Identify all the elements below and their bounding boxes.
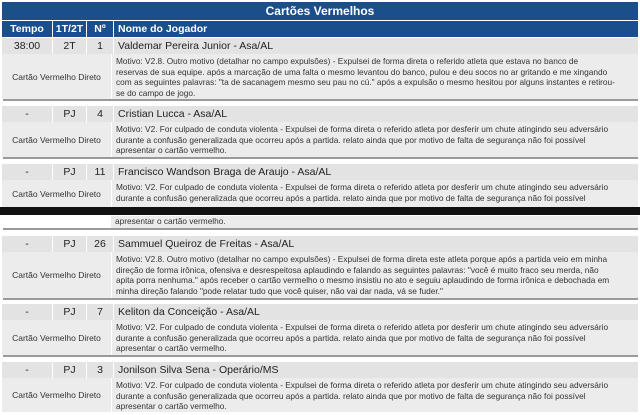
card-player: Keliton da Conceição - Asa/AL (118, 306, 260, 318)
card-half: PJ (53, 362, 87, 378)
card-type: Cartão Vermelho Direto (2, 252, 112, 298)
row-divider (3, 157, 638, 159)
table-header (2, 21, 638, 37)
row-divider (3, 228, 638, 230)
card-reason: Motivo: V2.8. Outro motivo (detalhar no campo expulsões) - Expulsei de forma direta o referido atleta que estava no banco de reservas de sua equipe. após a marcação de uma falta o mesmo levantou do banco, pulou e deu socos no ar gritando e me xingando com as seguintes palavras: "ta de sacanagem mesmo seu pau no cú." após a expulsão o mesmo hesitou por alguns instantes e retirou- se do campo de jogo. (112, 54, 638, 99)
card-player: Valdemar Pereira Junior - Asa/AL (118, 40, 274, 52)
card-reason: Motivo: V2.8. Outro motivo (detalhar no campo expulsões) - Expulsei de forma direta este atleta porque após a partida veio em minha direção de forma irônica, ofensiva e desrespeitosa aplaudindo e falando as seguintes palavras: "você é muito fraco seu merda, não apita porra nenhuma." após receber o cartão vermelho o mesmo insistiu no ato e seguiu aplaudindo de forma irônica e debochada em minha direção falando "pode relatar tudo que você quiser, não vai dar nada, vá se fuder." (112, 252, 638, 298)
red-card-entry (2, 164, 638, 207)
card-half: PJ (53, 164, 87, 180)
header-player: Nome do Jogador (118, 23, 208, 35)
card-player: Sammuel Queiroz de Freitas - Asa/AL (118, 238, 295, 250)
card-tempo: - (2, 236, 53, 252)
card-number: 11 (87, 164, 114, 180)
card-detail-row (2, 378, 638, 412)
card-number: 7 (87, 304, 114, 320)
card-half: PJ (53, 236, 87, 252)
card-reason: Motivo: V2. For culpado de conduta violenta - Expulsei de forma direta o referido atleta por desferir um chute atingindo seu adversário durante a confusão generalizada que ocorreu após a partida. relato ainda que por motivo de falta de segurança não foi possível (112, 180, 638, 207)
row-divider (3, 298, 638, 300)
card-number: 1 (87, 38, 114, 54)
card-type: Cartão Vermelho Direto (2, 54, 112, 99)
header-number: Nº (87, 21, 114, 37)
card-summary-row (2, 38, 638, 54)
card-tempo: - (2, 164, 53, 180)
card-tempo: - (2, 106, 53, 122)
card-number: 3 (87, 362, 114, 378)
card-number: 4 (87, 106, 114, 122)
card-summary-row (2, 304, 638, 320)
card-player: Cristian Lucca - Asa/AL (118, 108, 228, 120)
card-tempo: 38:00 (2, 38, 53, 54)
card-type: Cartão Vermelho Direto (2, 122, 112, 157)
card-tempo: - (2, 362, 53, 378)
red-card-entry (2, 236, 638, 300)
card-half: PJ (53, 304, 87, 320)
card-summary-row (2, 236, 638, 252)
card-half: 2T (53, 38, 87, 54)
card-reason-continuation: apresentar o cartão vermelho. (111, 216, 638, 228)
card-detail-row (2, 180, 638, 207)
card-summary-row (2, 164, 638, 180)
card-type: Cartão Vermelho Direto (2, 320, 112, 355)
header-tempo: Tempo (2, 21, 53, 37)
card-half: PJ (53, 106, 87, 122)
card-detail-row (2, 252, 638, 298)
card-type: Cartão Vermelho Direto (2, 378, 112, 412)
card-player: Jonilson Silva Sena - Operário/MS (118, 364, 279, 376)
row-divider (3, 99, 638, 101)
red-card-entry (2, 38, 638, 101)
card-detail-row (2, 54, 638, 99)
card-reason: Motivo: V2. For culpado de conduta violenta - Expulsei de forma direta o referido atleta por desferir um chute atingindo seu adversário durante a confusão generalizada que ocorreu após a partida. relato ainda que por motivo de falta de segurança não foi possível apresentar o cartão vermelho. (112, 320, 638, 355)
card-summary-row (2, 362, 638, 378)
card-reason: Motivo: V2. For culpado de conduta violenta - Expulsei de forma direta o referido atleta por desferir um chute atingindo seu adversário durante a confusão generalizada que ocorreu após a partida. relato ainda que por motivo de falta de segurança não foi possível apresentar o cartão vermelho. (112, 122, 638, 157)
card-summary-row (2, 106, 638, 122)
card-tempo: - (2, 304, 53, 320)
card-detail-row (2, 122, 638, 157)
row-divider (3, 355, 638, 357)
red-card-entry (2, 106, 638, 159)
red-card-entry (2, 304, 638, 357)
page-break-bar (0, 207, 640, 215)
red-card-entry (2, 362, 638, 412)
card-type: Cartão Vermelho Direto (2, 180, 112, 207)
card-reason: Motivo: V2. For culpado de conduta violenta - Expulsei de forma direta o referido atleta por desferir um chute atingindo seu adversário durante a confusão generalizada que ocorreu após a partida. relato ainda que por motivo de falta de segurança não foi possível apresentar o cartão vermelho. (112, 378, 638, 412)
section-title: Cartões Vermelhos (2, 2, 638, 20)
card-detail-row (2, 320, 638, 355)
card-player: Francisco Wandson Braga de Araujo - Asa/AL (118, 166, 332, 178)
header-half: 1T/2T (53, 21, 87, 37)
card-number: 26 (87, 236, 114, 252)
